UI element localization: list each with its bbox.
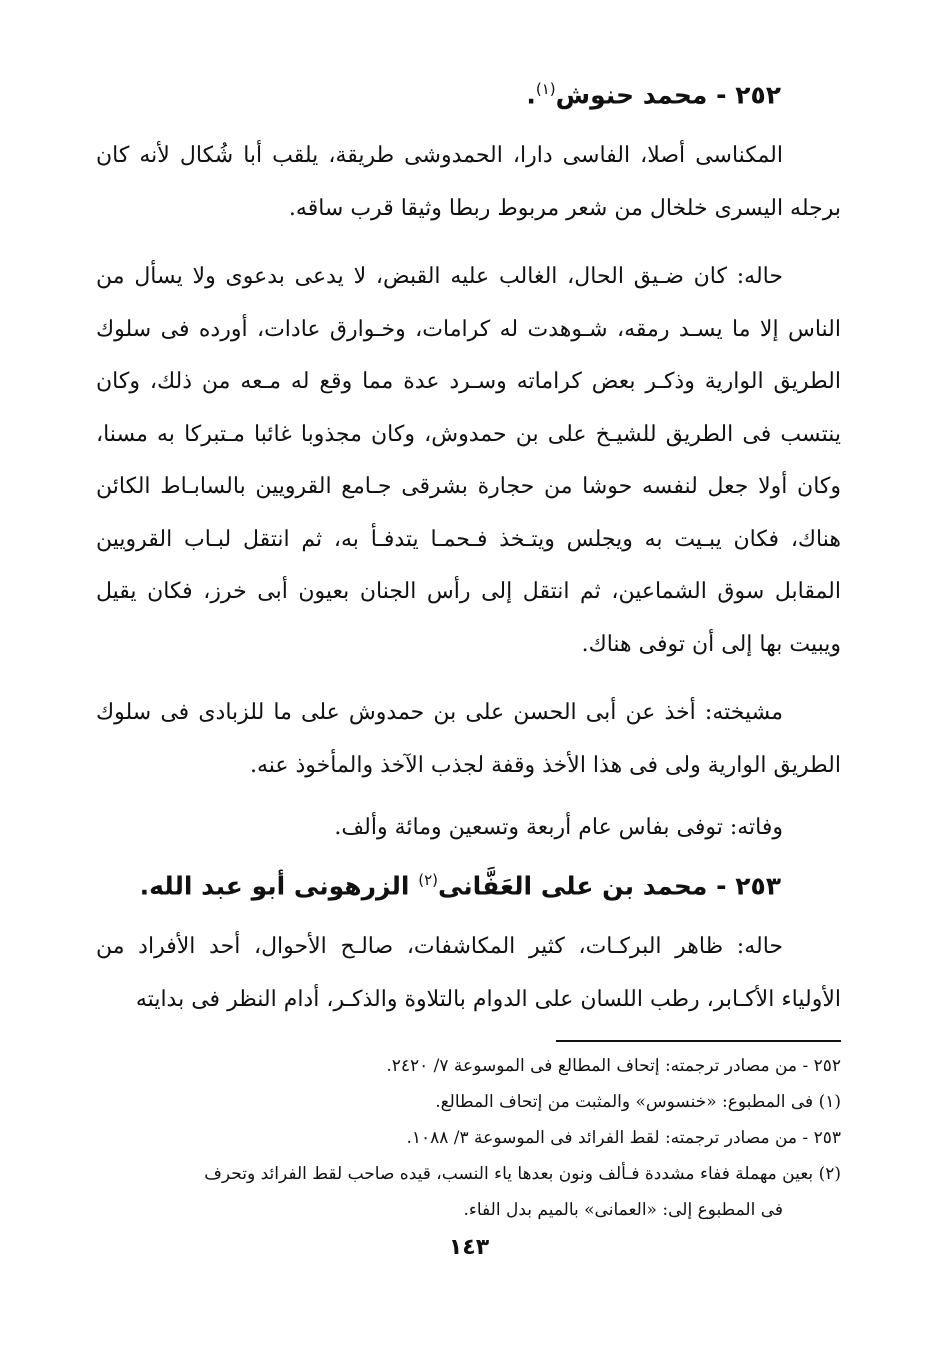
page-number: ١٤٣ xyxy=(448,1235,490,1260)
entry-252-paragraph-death: وفاته: توفى بفاس عام أربعة وتسعين ومائة وألف. xyxy=(334,815,783,841)
entry-252-heading xyxy=(96,64,841,120)
entry-252-heading-end: . xyxy=(526,80,536,110)
entry-253-note-ref: (٢) xyxy=(418,870,438,889)
entry-252-name: محمد حنوش xyxy=(555,80,708,110)
entry-252-paragraph-masters: مشيخته: أخذ عن أبى الحسن على بن حمدوش على ما للزبادى فى سلوك الطريق الوارية ولى فى هذا الأخذ وقفة لجذب الآخذ والمأخوذ عنه. xyxy=(96,700,841,778)
footnote-2-continued: فى المطبوع إلى: «العمانى» بالميم بدل الفاء. xyxy=(463,1200,783,1221)
footnote-2: (٢) بعين مهملة ففاء مشددة فـألف ونون بعدها ياء النسب، قيده صاحب لقط الفرائد وتحرف xyxy=(204,1164,841,1185)
entry-253-heading xyxy=(96,855,841,911)
footnote-divider xyxy=(556,1040,841,1042)
entry-253-heading-rest: الزرهونى أبو عبد الله. xyxy=(139,871,410,901)
footnote-1: (١) فى المطبوع: «خنسوس» والمثبت من إتحاف المطالع. xyxy=(435,1092,841,1113)
page-body xyxy=(96,64,841,1228)
entry-253-paragraph-state: حاله: ظاهر البركـات، كثير المكاشفات، صالـح الأحوال، أحد الأفراد من الأولياء الأكـابر، رطب اللسان على الدوام بالتلاوة والذكـر، أدام النظر فى بدايته xyxy=(96,934,841,1012)
entry-252-note-ref: (١) xyxy=(535,80,556,98)
entry-253-name: محمد بن على العَفَّانى xyxy=(438,871,708,901)
entry-252-paragraph-state: حاله: كان ضـيق الحال، الغالب عليه القبض، لا يدعى بدعوى ولا يسأل من الناس إلا ما يسـد رمقه، شـوهدت له كرامات، وخـوارق عادات، أورده فى سلوك الطريق الوارية وذكـر بعض كراماته وسـرد عدة مما وقع له مـعه من ذلك، وكان ينتسب فى الطريق للشيـخ على بن حمدوش، وكان مجذوبا غائبا مـتبركا به مسنا، وكان أولا جعل لنفسه حوشا من حجارة بشرقى جـامع القرويين بالسابـاط الكائن هناك، فكان يبـيت به ويجلس ويتـخذ فـحمـا يتدفـأ به، ثم انتقل لبـاب القرويين المقابل سوق الشماعين، ثم انتقل إلى رأس الجنان بعيون أبى خرز، فكان يقيل ويبيت بها إلى أن توفى هناك. xyxy=(96,264,841,657)
footnote-252-source: ٢٥٢ - من مصادر ترجمته: إتحاف المطالع فى الموسوعة ٧/ ٢٤٢٠. xyxy=(386,1056,841,1077)
entry-252-number: ٢٥٢ - xyxy=(716,80,781,110)
footnotes xyxy=(96,1048,841,1228)
entry-252-paragraph-origin: المكناسى أصلا، الفاسى دارا، الحمدوشى طريقة، يلقب أبا شُكال لأنه كان برجله اليسرى خلخال من شعر مربوط ربطا وثيقا قرب ساقه. xyxy=(96,143,841,221)
entry-253-number: ٢٥٣ - xyxy=(716,871,781,901)
footnote-253-source: ٢٥٣ - من مصادر ترجمته: لقط الفرائد فى الموسوعة ٣/ ١٠٨٨. xyxy=(406,1128,841,1149)
